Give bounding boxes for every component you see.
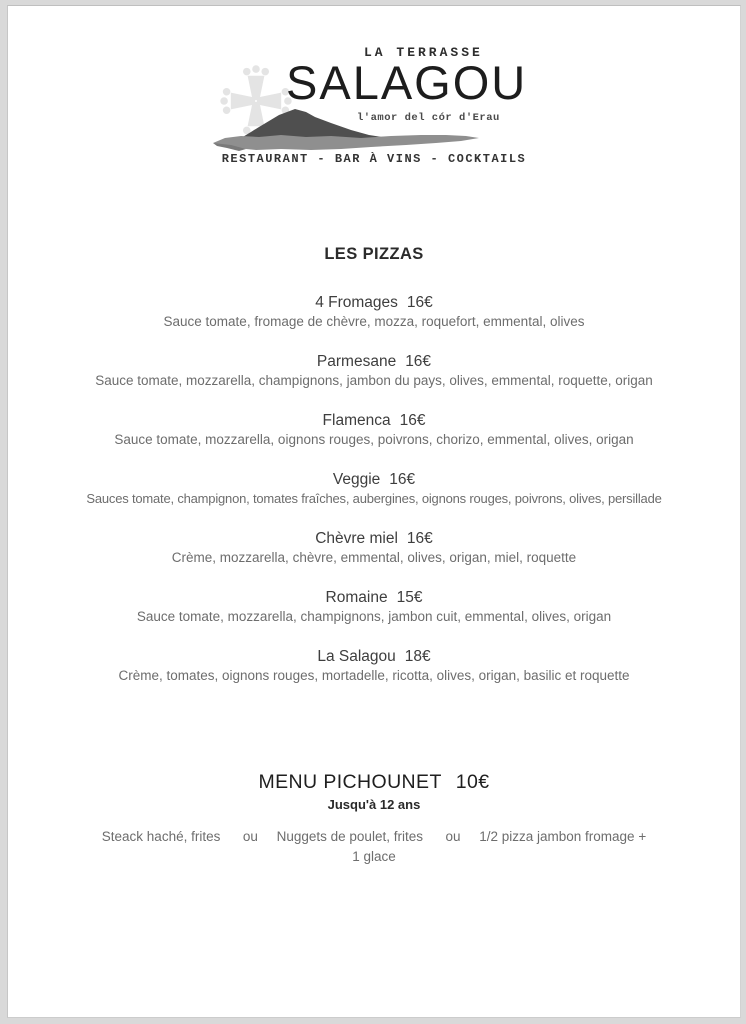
item-name-price <box>8 411 740 430</box>
menu-item-chevre-miel <box>8 529 740 567</box>
item-price: 16€ <box>406 530 433 547</box>
menu-item-parmesane <box>8 352 740 390</box>
item-name: Romaine <box>325 589 388 606</box>
kids-menu-options-line-2: 1 glace <box>352 849 396 864</box>
item-price: 18€ <box>404 648 431 665</box>
kids-menu-options <box>8 827 740 867</box>
item-price: 15€ <box>396 589 423 606</box>
kids-menu-heading <box>8 771 740 794</box>
kids-menu-section <box>8 771 740 867</box>
logo-topline: LA TERRASSE <box>364 45 483 60</box>
item-description: Crème, mozzarella, chèvre, emmental, olives, origan, miel, roquette <box>171 550 577 565</box>
section-heading-les-pizzas: LES PIZZAS <box>324 245 424 263</box>
item-price: 16€ <box>389 471 416 488</box>
item-name-price <box>8 293 740 312</box>
item-name-price <box>8 352 740 371</box>
menu-item-romaine <box>8 588 740 626</box>
kids-menu-price: 10€ <box>455 771 490 793</box>
kids-menu-title: MENU PICHOUNET <box>258 771 442 793</box>
item-name: La Salagou <box>317 648 396 665</box>
item-name: Flamenca <box>322 412 391 429</box>
item-name-price <box>8 529 740 548</box>
item-name-price <box>8 588 740 607</box>
item-name: Parmesane <box>316 353 397 370</box>
kids-menu-options-line-1: Steack haché, frites ou Nuggets de poulet, frites ou 1/2 pizza jambon fromage + <box>101 829 647 844</box>
item-price: 16€ <box>405 353 432 370</box>
item-description: Sauce tomate, fromage de chèvre, mozza, roquefort, emmental, olives <box>163 314 585 329</box>
item-price: 16€ <box>399 412 426 429</box>
kids-menu-subheading: Jusqu'à 12 ans <box>327 797 421 812</box>
restaurant-logo <box>214 39 534 169</box>
menu-item-4-fromages <box>8 293 740 331</box>
item-name-price <box>8 647 740 666</box>
item-description: Sauces tomate, champignon, tomates fraîches, aubergines, oignons rouges, poivrons, olives, persillade <box>86 491 662 506</box>
item-description: Sauce tomate, mozzarella, champignons, jambon cuit, emmental, olives, origan <box>136 609 612 624</box>
item-price: 16€ <box>406 294 433 311</box>
item-name-price <box>8 470 740 489</box>
item-description: Crème, tomates, oignons rouges, mortadelle, ricotta, olives, origan, basilic et roquette <box>118 668 630 683</box>
item-name: Chèvre miel <box>315 530 398 547</box>
logo-title: SALAGOU <box>286 56 528 109</box>
menu-item-la-salagou <box>8 647 740 685</box>
item-name: 4 Fromages <box>315 294 398 311</box>
item-name: Veggie <box>332 471 381 488</box>
item-description: Sauce tomate, mozzarella, oignons rouges, poivrons, chorizo, emmental, olives, origan <box>114 432 634 447</box>
logo-tagline: l'amor del cór d'Erau <box>357 112 500 124</box>
menu-item-veggie <box>8 470 740 508</box>
mountain-icon <box>211 105 483 153</box>
logo-subtitle: RESTAURANT - BAR À VINS - COCKTAILS <box>221 152 527 166</box>
menu-item-flamenca <box>8 411 740 449</box>
menu-page <box>7 5 741 1018</box>
pizza-section <box>8 245 740 685</box>
item-description: Sauce tomate, mozzarella, champignons, jambon du pays, olives, emmental, roquette, origan <box>95 373 653 388</box>
